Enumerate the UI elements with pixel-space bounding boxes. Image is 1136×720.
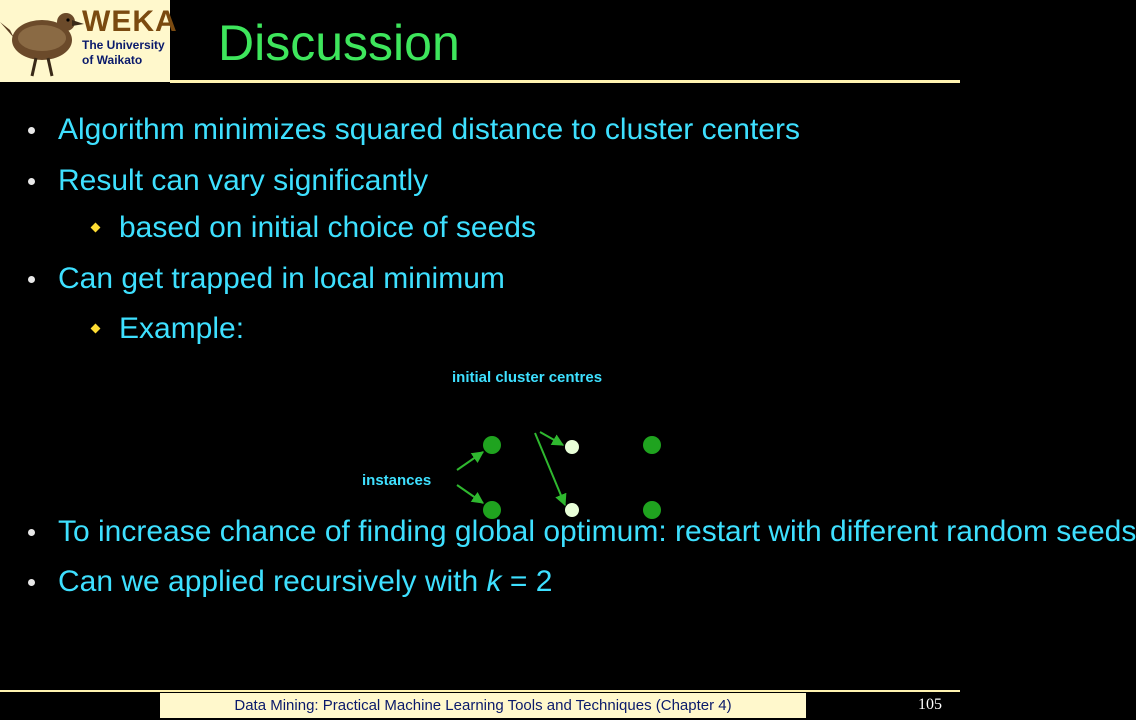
bullet-3-text: Can get trapped in local minimum [58,262,505,295]
arrow-centres-to-top [540,432,563,445]
bullet-diamond-icon [91,223,101,233]
bullet-2-text: Result can vary significantly [58,164,429,197]
cluster-example-diagram [350,360,670,530]
logo-subtitle-2: of Waikato [82,53,143,67]
weka-logo [0,0,178,82]
page-number: 105 [918,696,942,713]
weka-bird-icon [0,0,84,82]
footer-divider [0,690,960,692]
bullet-5-variable: k [486,565,502,598]
logo-word: WEKA [82,5,178,38]
bullet-5-suffix: = 2 [501,565,553,598]
title-divider [170,80,960,83]
bullet-5-prefix: Can we applied recursively with [58,565,487,598]
arrow-instances-to-top [457,452,483,470]
bullet-dot-icon [28,529,35,536]
bullet-dot-icon [28,579,35,586]
cluster-centre-point [565,440,579,454]
bullet-dot-icon [28,276,35,283]
bullet-dot-icon [28,178,35,185]
arrow-instances-to-bottom [457,485,483,503]
bullet-1-text: Algorithm minimizes squared distance to cluster centers [58,113,800,146]
bullet-diamond-icon [91,324,101,334]
slide-title: Discussion [218,15,460,71]
bullet-2-sub-text: based on initial choice of seeds [119,211,536,244]
bullet-5-text [58,564,552,600]
label-instances: instances [362,472,432,489]
bullet-4-text: To increase chance of finding global optimum: restart with different random seeds [58,515,1136,548]
bullet-dot-icon [28,127,35,134]
bullet-3-sub-text: Example: [119,312,245,345]
logo-text [82,5,178,68]
instance-point [483,436,501,454]
footer-caption: Data Mining: Practical Machine Learning Tools and Techniques (Chapter 4) [160,693,806,718]
instance-point [643,436,661,454]
label-initial-cluster-centres: initial cluster centres [452,369,603,386]
logo-subtitle-1: The University [82,38,165,52]
